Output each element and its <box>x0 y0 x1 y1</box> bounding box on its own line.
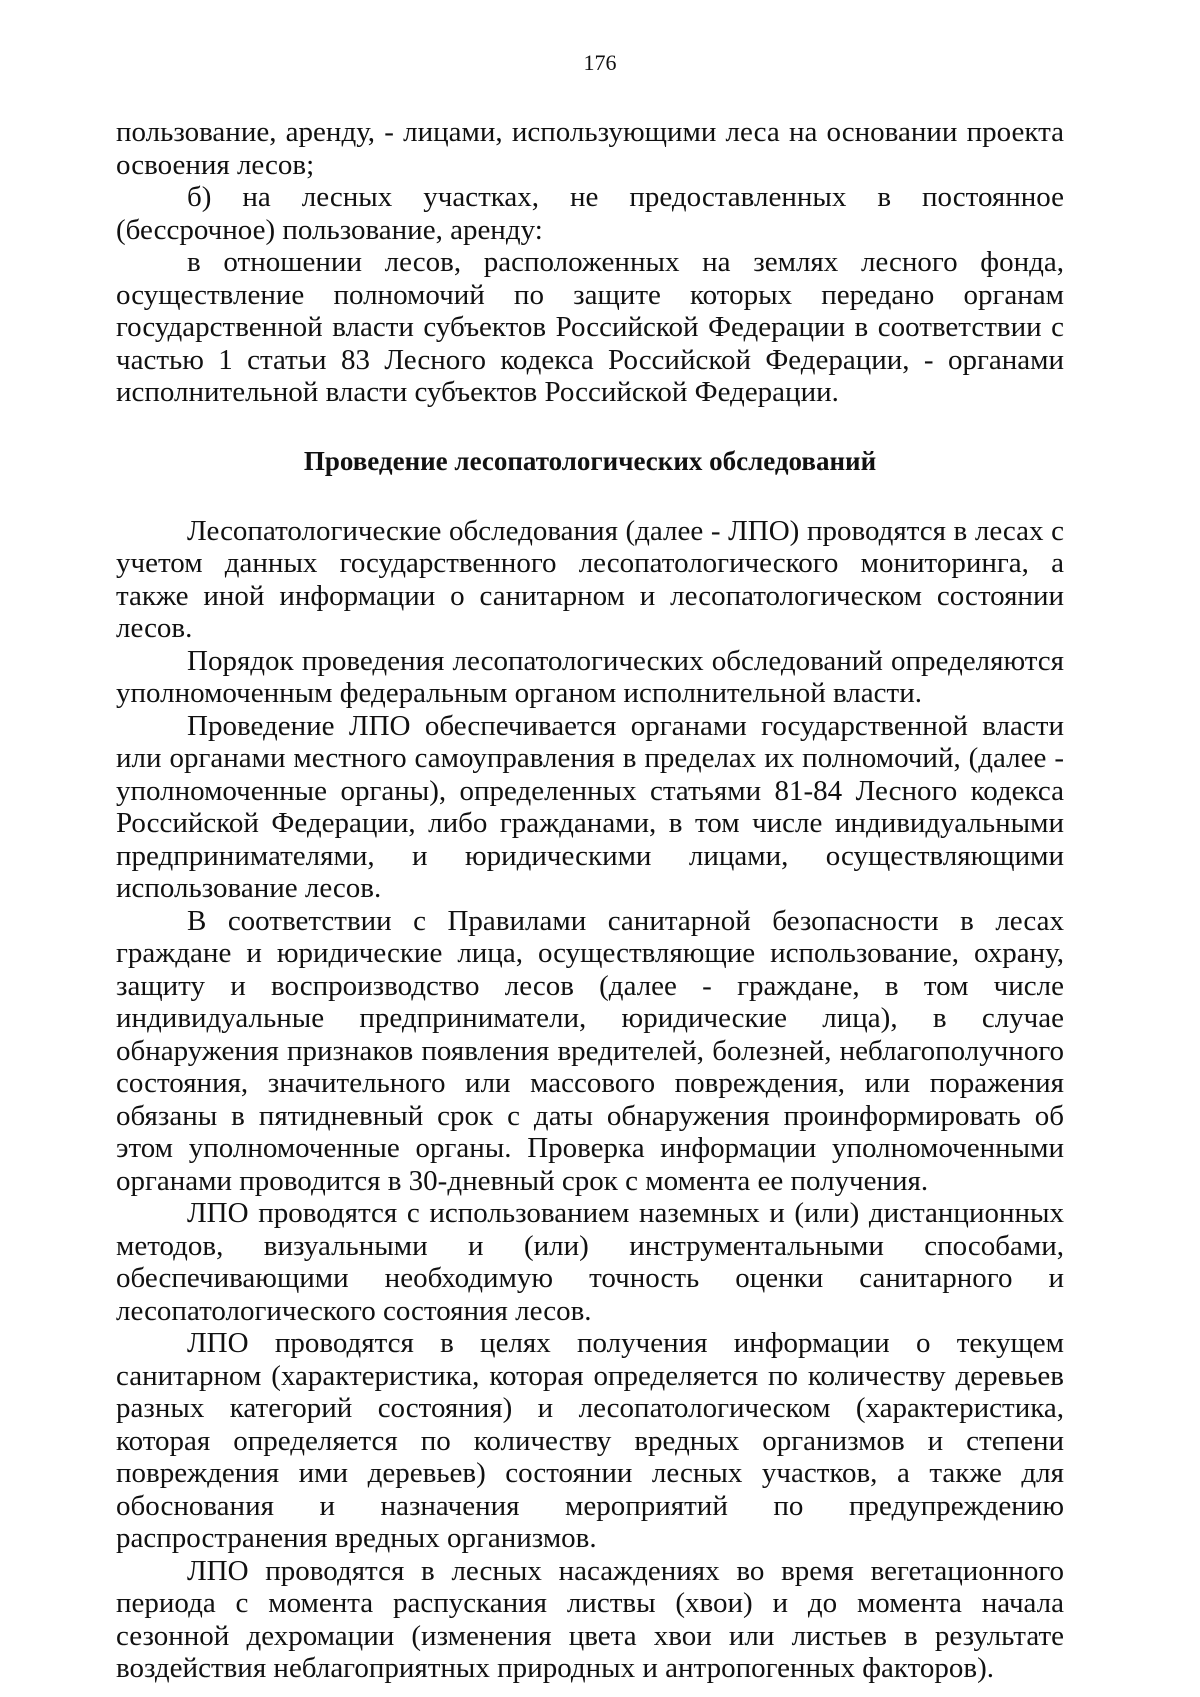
section-paragraph: ЛПО проводятся в целях получения информации о текущем санитарном (характеристика, которая определяется по количеству деревьев разных категорий состояния) и лесопатологическом (характеристика, которая определяется по количеству вредных организмов и степени повреждения ими деревьев) состоянии лесных участков, а также для обоснования и назначения мероприятий по предупреждению распространения вредных организмов. <box>116 1327 1064 1554</box>
section-paragraph: Проведение ЛПО обеспечивается органами государственной власти или органами местного самоуправления в пределах их полномочий, (далее - уполномоченные органы), определенных статьями 81-84 Лесного кодекса Российской Федерации, либо гражданами, в том числе индивидуальными предпринимателями, и юридическими лицами, осуществляющими использование лесов. <box>116 709 1064 904</box>
intro-paragraph: б) на лесных участках, не предоставленных в постоянное (бессрочное) пользование, аренду: <box>116 181 1064 246</box>
section-paragraph: В соответствии с Правилами санитарной безопасности в лесах граждане и юридические лица, осуществляющие использование, охрану, защиту и воспроизводство лесов (далее - граждане, в том числе индивидуальные предприниматели, юридические лица), в случае обнаружения признаков появления вредителей, болезней, неблагополучного состояния, значительного или массового повреждения, или поражения обязаны в пятидневный срок с даты обнаружения проинформировать об этом уполномоченные органы. Проверка информации уполномоченными органами проводится в 30-дневный срок с момента ее получения. <box>116 904 1064 1197</box>
section-heading: Проведение лесопатологических обследований <box>303 445 877 476</box>
intro-paragraph: пользование, аренду, - лицами, использующими леса на основании проекта освоения лесов; <box>116 116 1064 181</box>
page-number: 176 <box>583 50 617 75</box>
section-paragraph: Порядок проведения лесопатологических обследований определяются уполномоченным федеральным органом исполнительной власти. <box>116 644 1064 709</box>
intro-paragraph: в отношении лесов, расположенных на землях лесного фонда, осуществление полномочий по защите которых передано органам государственной власти субъектов Российской Федерации в соответствии с частью 1 статьи 83 Лесного кодекса Российской Федерации, - органами исполнительной власти субъектов Российской Федерации. <box>116 246 1064 408</box>
section-paragraph: ЛПО проводятся с использованием наземных и (или) дистанционных методов, визуальными и (или) инструментальными способами, обеспечивающими необходимую точность оценки санитарного и лесопатологического состояния лесов. <box>116 1197 1064 1327</box>
section-paragraph: Лесопатологические обследования (далее - ЛПО) проводятся в лесах с учетом данных государственного лесопатологического мониторинга, а также иной информации о санитарном и лесопатологическом состоянии лесов. <box>116 514 1064 644</box>
document-body <box>116 116 1064 1685</box>
section-paragraph: ЛПО проводятся в лесных насаждениях во время вегетационного периода с момента распускания листвы (хвои) и до момента начала сезонной дехромации (изменения цвета хвои или листьев в результате воздействия неблагоприятных природных и антропогенных факторов). <box>116 1554 1064 1684</box>
